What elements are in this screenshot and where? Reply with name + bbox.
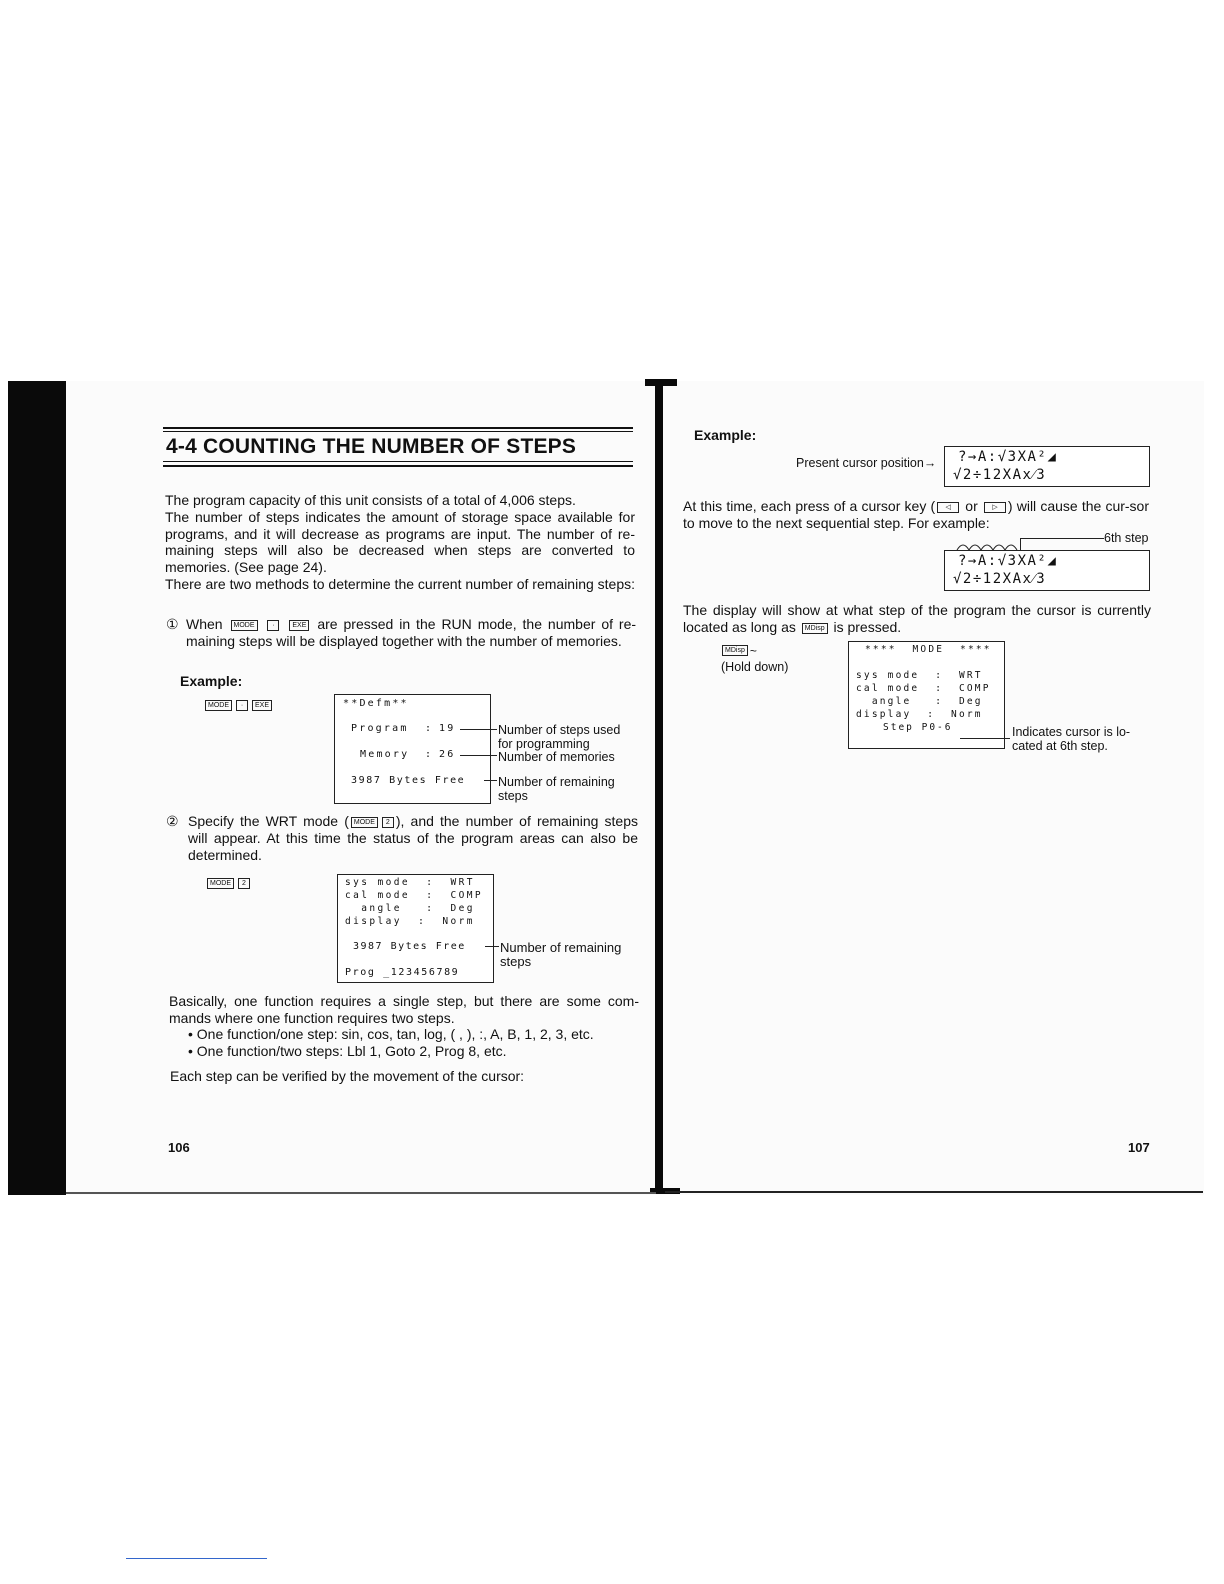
arrow-steps-used bbox=[460, 729, 497, 730]
method-1-text-b: are pressed in the RUN mode, the number of re-maining steps will be displayed together with the number of memories. bbox=[186, 616, 637, 649]
note-remaining-2-1: Number of remaining bbox=[500, 940, 622, 955]
display-row: cal mode : COMP bbox=[856, 683, 991, 694]
right-cursor-key-icon: ▷ bbox=[984, 502, 1006, 513]
method-2 bbox=[166, 813, 638, 863]
display-row: display : Norm bbox=[345, 916, 475, 927]
display-row: cal mode : COMP bbox=[345, 890, 484, 901]
prog-areas: Prog _123456789 bbox=[345, 967, 460, 978]
sixth-step-leader bbox=[1020, 538, 1104, 539]
dot-key-icon: · bbox=[236, 700, 248, 711]
method-2-text-a: Specify the WRT mode ( bbox=[188, 813, 349, 829]
display-cursor-b bbox=[944, 550, 1150, 591]
at-this-time-text bbox=[683, 498, 1149, 532]
blue-underline bbox=[126, 1558, 267, 1559]
display-line-2: √2÷12XAx⁄3 bbox=[953, 571, 1047, 587]
arrow-remaining-2 bbox=[485, 946, 499, 947]
hold-key bbox=[720, 642, 757, 660]
present-cursor-label: Present cursor position→ bbox=[796, 456, 937, 470]
display-header: **** MODE **** bbox=[865, 644, 992, 655]
intro-line-3: There are two methods to determine the current number of remaining steps: bbox=[165, 575, 636, 592]
is-pressed: is pressed. bbox=[833, 618, 902, 635]
display-row: sys mode : WRT bbox=[856, 670, 983, 681]
mode-key-icon: MODE bbox=[231, 620, 258, 631]
method-1 bbox=[166, 616, 636, 650]
display-will-show-text bbox=[683, 602, 1151, 636]
display-cursor-a bbox=[944, 446, 1150, 487]
note-steps-used-2: for programming bbox=[498, 737, 590, 751]
intro-line-2: The number of steps indicates the amount of storage space available for programs, and it will decrease as programs are input. The number of re-maining steps will also be decreased when steps are converted to memories. (See page 24). bbox=[165, 508, 635, 576]
sixth-step-label: 6th step bbox=[1104, 531, 1149, 545]
display-step-value: Step P0-6 bbox=[883, 722, 953, 733]
display-line-1: ?→A:√3XA²◢ bbox=[958, 449, 1058, 465]
basically-text: Basically, one function requires a single step, but there are some com-mands where one function requires two steps. bbox=[169, 993, 639, 1026]
mode-key-icon: MODE bbox=[205, 700, 232, 711]
title-rule-bottom bbox=[163, 465, 633, 467]
arrow-remaining bbox=[484, 780, 497, 781]
intro-line-1: The program capacity of this unit consists of a total of 4,006 steps. bbox=[165, 492, 576, 508]
arrow-memories bbox=[460, 755, 497, 756]
display-defm bbox=[334, 694, 491, 804]
page-number-right: 107 bbox=[1128, 1140, 1150, 1155]
page-number-left: 106 bbox=[168, 1140, 190, 1155]
two-key-icon: 2 bbox=[382, 817, 394, 828]
note-steps-used-1: Number of steps used bbox=[498, 723, 621, 737]
title-rule-top-thin bbox=[163, 431, 633, 432]
key-sequence-2 bbox=[205, 875, 252, 893]
memory-label: Memory bbox=[360, 749, 410, 760]
program-label: Program bbox=[351, 723, 409, 734]
bullet-two-steps: • One function/two steps: Lbl 1, Goto 2, Prog 8, etc. bbox=[188, 1043, 507, 1059]
display-header: **Defm** bbox=[343, 698, 409, 709]
or-word: or bbox=[965, 498, 978, 514]
key-sequence-1 bbox=[203, 697, 274, 715]
two-key-icon: 2 bbox=[238, 878, 250, 889]
note-remaining-2-2: steps bbox=[500, 954, 532, 969]
method-1-number: ① bbox=[166, 616, 179, 632]
display-row: angle : Deg bbox=[345, 903, 475, 914]
bullet-one-step: • One function/one step: sin, cos, tan, log, ( , ), :, A, B, 1, 2, 3, etc. bbox=[188, 1026, 594, 1042]
bytes-free: 3987 Bytes Free bbox=[351, 775, 466, 786]
dot-key-icon: · bbox=[267, 620, 279, 631]
memory-value: 26 bbox=[439, 749, 456, 760]
note-remaining-2: steps bbox=[498, 789, 528, 803]
display-will-show: The display will show at what step of the program the cursor is currently located as long as bbox=[683, 602, 1151, 635]
gutter-top bbox=[645, 379, 677, 386]
example-label-1: Example: bbox=[180, 673, 243, 689]
at-this-time-b: ) will cause the cur-sor to move to the next sequential step. For example: bbox=[683, 498, 1150, 531]
section-title: 4-4 COUNTING THE NUMBER OF STEPS bbox=[166, 435, 577, 458]
note-cursor-1: Indicates cursor is lo- bbox=[1012, 725, 1131, 739]
colon: : bbox=[425, 749, 434, 760]
example-label-2: Example: bbox=[694, 427, 757, 443]
at-this-time-a: At this time, each press of a cursor key ( bbox=[683, 498, 936, 514]
mdisp-key-icon: MDisp bbox=[722, 645, 748, 656]
display-line-2: √2÷12XAx⁄3 bbox=[953, 467, 1047, 483]
bottom-edge-right bbox=[665, 1191, 1203, 1193]
mode-key-icon: MODE bbox=[351, 817, 378, 828]
mode-key-icon: MODE bbox=[207, 878, 234, 889]
exe-key-icon: EXE bbox=[252, 700, 272, 711]
program-value: 19 bbox=[439, 723, 456, 734]
method-1-text-a: When bbox=[186, 616, 223, 632]
left-cursor-key-icon: ◁ bbox=[937, 502, 959, 513]
note-remaining-1: Number of remaining bbox=[498, 775, 615, 789]
method-2-number: ② bbox=[166, 813, 179, 829]
each-step-text: Each step can be verified by the movement of the cursor: bbox=[170, 1068, 525, 1084]
display-wrt-mode bbox=[337, 874, 494, 983]
book-gutter bbox=[655, 386, 663, 1190]
left-binding-shadow bbox=[8, 381, 66, 1195]
exe-key-icon: EXE bbox=[289, 620, 309, 631]
title-rule-bottom-thin bbox=[163, 461, 633, 462]
colon: : bbox=[425, 723, 434, 734]
cursor-location-leader bbox=[960, 738, 1010, 739]
display-line-1: ?→A:√3XA²◢ bbox=[958, 553, 1058, 569]
display-row: sys mode : WRT bbox=[345, 877, 475, 888]
hold-down-label: (Hold down) bbox=[721, 660, 789, 674]
mdisp-key-icon: MDisp bbox=[802, 623, 828, 634]
display-row: display : Norm bbox=[856, 709, 983, 720]
note-cursor-2: cated at 6th step. bbox=[1012, 739, 1108, 753]
hold-tilde-icon: ~ bbox=[749, 644, 757, 658]
title-rule-top bbox=[163, 427, 633, 429]
method-2-text-b: ), and the number of remaining steps will appear. At this time the status of the program areas can also be determined. bbox=[188, 813, 638, 863]
intro-text bbox=[165, 492, 635, 593]
display-row: angle : Deg bbox=[856, 696, 983, 707]
bottom-edge-left bbox=[66, 1192, 656, 1194]
display-mode-step bbox=[848, 641, 1005, 749]
note-memories: Number of memories bbox=[498, 750, 615, 764]
bytes-free: 3987 Bytes Free bbox=[353, 941, 466, 952]
